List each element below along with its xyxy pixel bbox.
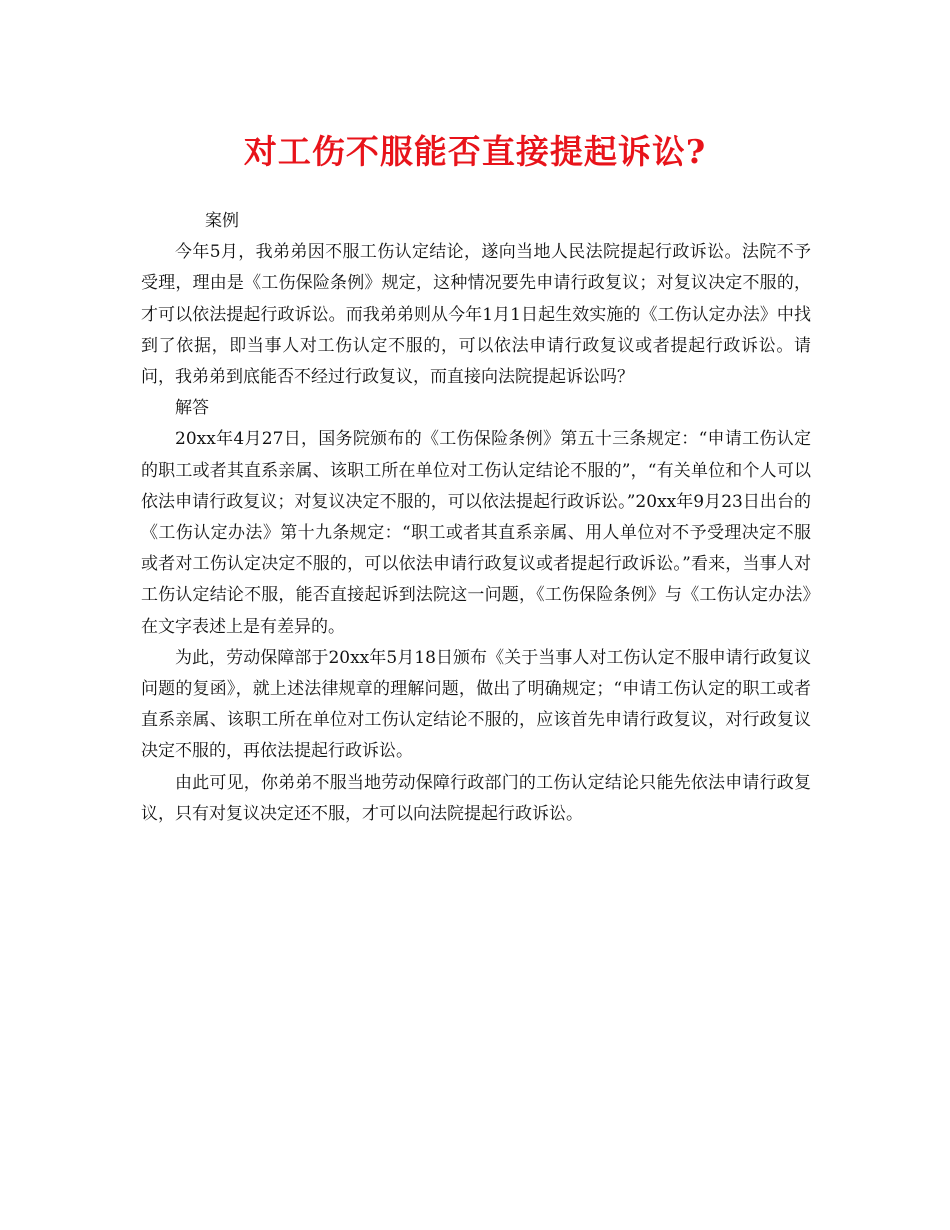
document-body: [141, 206, 811, 830]
page-title: 对工伤不服能否直接提起诉讼?: [243, 132, 707, 171]
answer-paragraph-1: 20xx年4月27日，国务院颁布的《工伤保险条例》第五十三条规定：“申请工伤认定的职工或者其直系亲属、该职工所在单位对工伤认定结论不服的”，“有关单位和个人可以依法申请行政复议；对复议决定不服的，可以依法提起行政诉讼。”20xx年9月23日出台的《工伤认定办法》第十九条规定：“职工或者其直系亲属、用人单位对不予受理决定不服或者对工伤认定决定不服的，可以依法申请行政复议或者提起行政诉讼。”看来，当事人对工伤认定结论不服，能否直接起诉到法院这一问题，《工伤保险条例》与《工伤认定办法》在文字表述上是有差异的。: [141, 429, 811, 637]
section-heading-case: 案例: [205, 211, 239, 231]
section-heading-answer: 解答: [175, 398, 209, 419]
case-paragraph: 今年5月，我弟弟因不服工伤认定结论，遂向当地人民法院提起行政诉讼。法院不予受理，理由是《工伤保险条例》规定，这种情况要先申请行政复议；对复议决定不服的，才可以依法提起行政诉讼。而我弟弟则从今年1月1日起生效实施的《工伤认定办法》中找到了依据，即当事人对工伤认定不服的，可以依法申请行政复议或者提起行政诉讼。请问，我弟弟到底能否不经过行政复议，而直接向法院提起诉讼吗？: [141, 242, 811, 388]
answer-paragraph-2: 为此，劳动保障部于20xx年5月18日颁布《关于当事人对工伤认定不服申请行政复议问题的复函》，就上述法律规章的理解问题，做出了明确规定；“申请工伤认定的职工或者直系亲属、该职工所在单位对工伤认定结论不服的，应该首先申请行政复议，对行政复议决定不服的，再依法提起行政诉讼。: [141, 647, 811, 762]
answer-paragraph-3: 由此可见，你弟弟不服当地劳动保障行政部门的工伤认定结论只能先依法申请行政复议，只有对复议决定还不服，才可以向法院提起行政诉讼。: [141, 772, 811, 824]
